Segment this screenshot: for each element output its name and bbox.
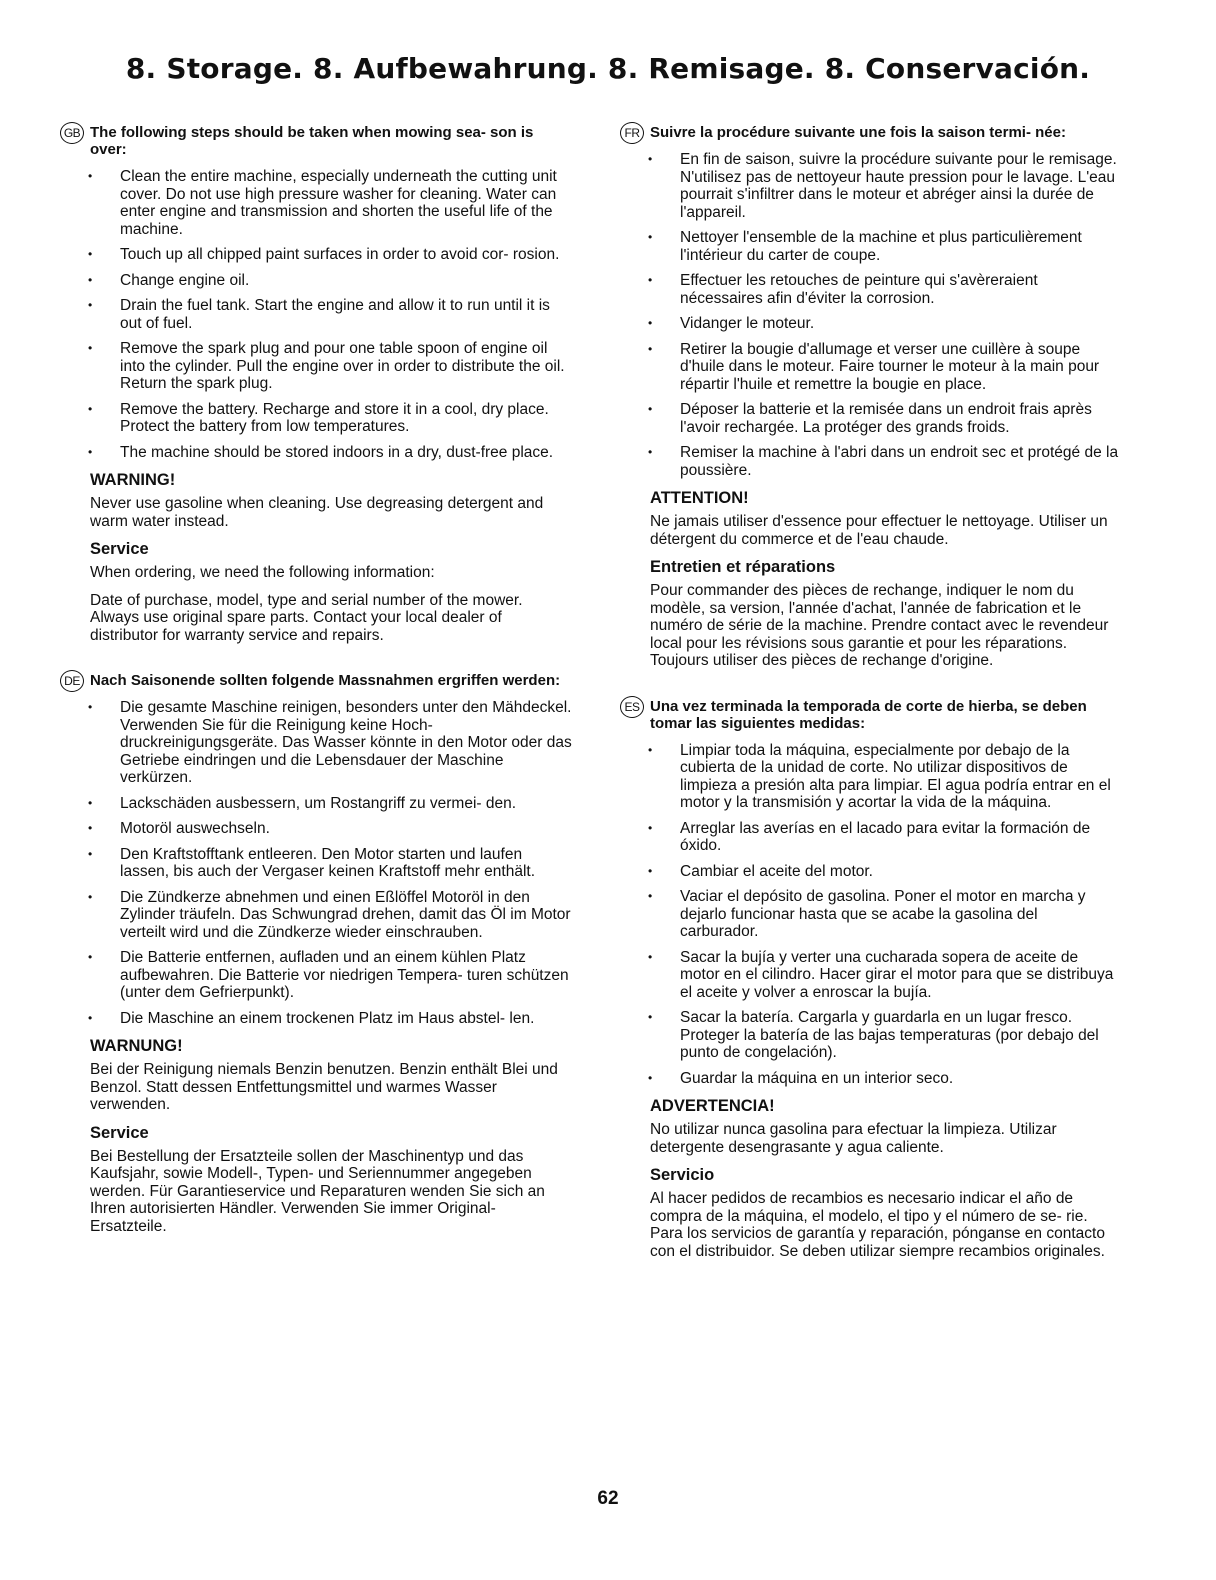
service-heading: Service: [90, 540, 149, 558]
list-item: • Remove the spark plug and pour one table spoon of engine oil into the cylinder. Pull the engine over in order to distribute the oil. Return the spark plug.: [88, 340, 572, 393]
list-item: • Vidanger le moteur.: [648, 315, 1120, 333]
section-gb-intro: [60, 124, 572, 158]
section-es: [620, 698, 1120, 1261]
section-fr-intro: [620, 124, 1120, 141]
storage-steps-list: [648, 742, 1120, 1088]
section-de-intro: [60, 672, 572, 689]
service-text: Bei Bestellung der Ersatzteile sollen der Maschinentyp und das Kaufsjahr, sowie Modell-, Typen- und Seriennummer angegeben werden. Für Garantieservice und Reparaturen wenden Sie sich an Ihren autorisierten Händler. Verwenden Sie immer Original-Ersatzteile.: [90, 1147, 545, 1235]
list-item: • Guardar la máquina en un interior seco.: [648, 1070, 1120, 1088]
warning-heading: WARNUNG!: [90, 1037, 183, 1055]
list-item: • Remiser la machine à l'abri dans un endroit sec et protégé de la poussière.: [648, 444, 1120, 479]
service-text: When ordering, we need the following information:: [90, 564, 435, 581]
list-item: • Cambiar el aceite del motor.: [648, 863, 1120, 881]
service-text: Pour commander des pièces de rechange, indiquer le nom du modèle, sa version, l'année d'achat, l'année de fabrication et le numéro de série de la machine. Prendre contact avec le revendeur local pour les révisions sous garantie et pour les réparations. Toujours utiliser des pièces de rechange d'origine.: [650, 582, 1109, 669]
list-item: • Drain the fuel tank. Start the engine and allow it to run until it is out of fuel.: [88, 297, 572, 332]
list-item: • Touch up all chipped paint surfaces in order to avoid cor- rosion.: [88, 246, 572, 264]
intro-text: Nach Saisonende sollten folgende Massnahmen ergriffen werden:: [90, 672, 561, 689]
list-item: • Clean the entire machine, especially underneath the cutting unit cover. Do not use high pressure washer for cleaning. Water can enter engine and transmission and shorten the useful life of the machine.: [88, 168, 572, 238]
list-item: • Motoröl auswechseln.: [88, 820, 572, 838]
list-item: • Remove the battery. Recharge and store it in a cool, dry place. Protect the battery from low temperatures.: [88, 401, 572, 436]
storage-steps-list: [648, 151, 1120, 479]
warning-heading: ADVERTENCIA!: [650, 1097, 775, 1115]
intro-text: Una vez terminada la temporada de corte de hierba, se deben tomar las siguientes medidas:: [650, 697, 1087, 732]
list-item: • Limpiar toda la máquina, especialmente por debajo de la cubierta de la unidad de corte. No utilizar dispositivos de limpieza a presión alta para limpiar. El agua podría entrar en el motor y la transmisión y acortar la vida de la máquina.: [648, 742, 1120, 812]
list-item: • Retirer la bougie d'allumage et verser une cuillère à soupe d'huile dans le moteur. Faire tourner le moteur à la main pour répartir l'huile et remettre la bougie en place.: [648, 341, 1120, 394]
warning-heading: ATTENTION!: [650, 489, 749, 507]
section-gb: [60, 124, 572, 644]
list-item: • Lackschäden ausbessern, um Rostangriff zu vermei- den.: [88, 795, 572, 813]
service-text: Al hacer pedidos de recambios es necesario indicar el año de compra de la máquina, el modelo, el tipo y el número de se- rie. Para los servicios de garantía y reparación, pónganse en contacto con el distribuidor. Se deben utilizar siempre recambios originales.: [650, 1190, 1105, 1260]
list-item: • Sacar la batería. Cargarla y guardarla en un lugar fresco. Proteger la batería de las bajas temperaturas (por debajo del punto de congelación).: [648, 1009, 1120, 1062]
list-item: • Déposer la batterie et la remisée dans un endroit frais après l'avoir rechargée. La protéger des grands froids.: [648, 401, 1120, 436]
list-item: • Effectuer les retouches de peinture qui s'avèreraient nécessaires afin d'éviter la corrosion.: [648, 272, 1120, 307]
storage-steps-list: [88, 699, 572, 1027]
warning-text: No utilizar nunca gasolina para efectuar la limpieza. Utilizar detergente desengrasante y agua caliente.: [650, 1121, 1057, 1156]
list-item: • Die Batterie entfernen, aufladen und an einem kühlen Platz aufbewahren. Die Batterie vor niedrigen Tempera- turen schützen (unter dem Gefrierpunkt).: [88, 949, 572, 1002]
service-heading: Service: [90, 1123, 149, 1142]
intro-text: The following steps should be taken when mowing sea- son is over:: [90, 124, 534, 158]
section-de: [60, 672, 572, 1235]
list-item: • En fin de saison, suivre la procédure suivante pour le remisage. N'utilisez pas de nettoyeur haute pression pour le lavage. L'eau pourrait s'infiltrer dans le moteur et abréger ainsi la durée de l'appareil.: [648, 151, 1120, 221]
list-item: • Vaciar el depósito de gasolina. Poner el motor en marcha y dejarlo funcionar hasta que se acabe la gasolina del carburador.: [648, 888, 1120, 941]
list-item: • Den Kraftstofftank entleeren. Den Motor starten und laufen lassen, bis auch der Vergaser keinen Kraftstoff mehr enthält.: [88, 846, 572, 881]
section-es-intro: [620, 698, 1120, 732]
warning-text: Never use gasoline when cleaning. Use degreasing detergent and warm water instead.: [90, 495, 544, 530]
language-badge-de: DE: [60, 670, 84, 692]
list-item: • Die Zündkerze abnehmen und einen Eßlöffel Motoröl in den Zylinder träufeln. Das Schwungrad drehen, damit das Öl im Motor verteilt wird und die Zündkerze wieder einschrauben.: [88, 889, 572, 942]
storage-steps-list: [88, 168, 572, 461]
list-item: • Die Maschine an einem trockenen Platz im Haus abstel- len.: [88, 1010, 572, 1028]
section-fr: [620, 124, 1120, 670]
right-column: [620, 124, 1120, 1278]
service-heading: Entretien et réparations: [650, 558, 836, 576]
list-item: • Arreglar las averías en el lacado para evitar la formación de óxido.: [648, 820, 1120, 855]
language-badge-es: ES: [620, 696, 644, 718]
warning-text: Ne jamais utiliser d'essence pour effectuer le nettoyage. Utiliser un détergent du commerce et de l'eau chaude.: [650, 513, 1108, 548]
intro-text: Suivre la procédure suivante une fois la saison termi- née:: [650, 124, 1066, 141]
warning-heading: WARNING!: [90, 471, 176, 489]
left-column: [60, 124, 572, 1253]
service-heading: Servicio: [650, 1166, 715, 1184]
page-number: 62: [597, 1488, 619, 1509]
list-item: • Die gesamte Maschine reinigen, besonders unter den Mähdeckel. Verwenden Sie für die Reinigung keine Hoch- druckreinigungsgeräte. Das Wasser könnte in den Motor oder das Getriebe eindringen und die Lebensdauer der Maschine verkürzen.: [88, 699, 572, 787]
list-item: • Sacar la bujía y verter una cucharada sopera de aceite de motor en el cilindro. Hacer girar el motor para que se distribuya el aceite y volver a enroscar la bujía.: [648, 949, 1120, 1002]
service-text: Date of purchase, model, type and serial number of the mower. Always use original spare parts. Contact your local dealer of distributor for warranty service and repairs.: [90, 591, 523, 644]
warning-text: Bei der Reinigung niemals Benzin benutzen. Benzin enthält Blei und Benzol. Statt dessen Entfettungsmittel und warmes Wasser verwenden.: [90, 1061, 558, 1113]
list-item: • Nettoyer l'ensemble de la machine et plus particulièrement l'intérieur du carter de coupe.: [648, 229, 1120, 264]
language-badge-fr: FR: [620, 122, 644, 144]
list-item: • Change engine oil.: [88, 272, 572, 290]
page-title: 8. Storage. 8. Aufbewahrung. 8. Remisage. 8. Conservación.: [125, 52, 1091, 85]
language-badge-gb: GB: [60, 122, 84, 144]
list-item: • The machine should be stored indoors in a dry, dust-free place.: [88, 444, 572, 462]
